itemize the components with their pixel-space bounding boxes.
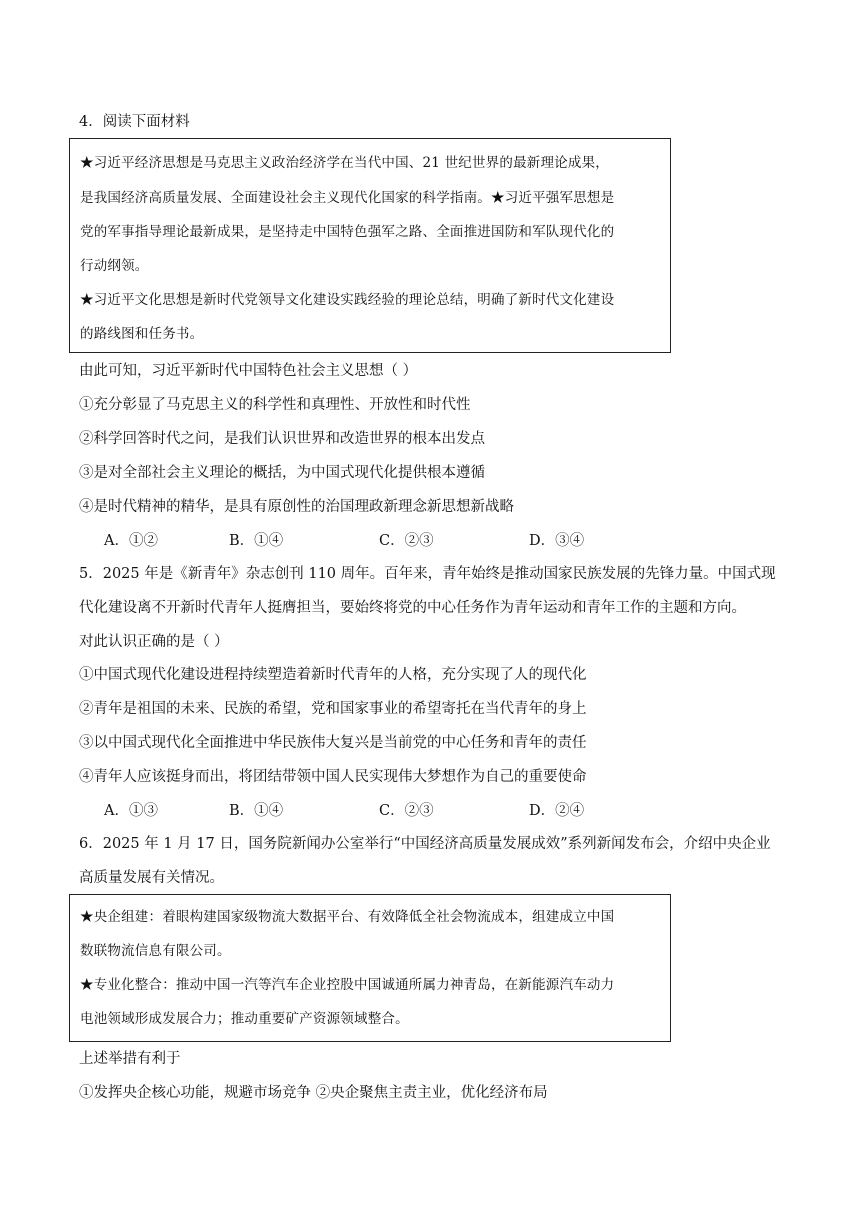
q4-material-line: 是我国经济高质量发展、全面建设社会主义现代化国家的科学指南。★习近平强军思想是 bbox=[80, 190, 615, 206]
q4-item: ②科学回答时代之问，是我们认识世界和改造世界的根本出发点 bbox=[79, 431, 485, 447]
q5-option-c[interactable]: C．②③ bbox=[379, 803, 434, 819]
q5-item: ④青年人应该挺身而出，将团结带领中国人民实现伟大梦想作为自己的重要使命 bbox=[79, 769, 587, 785]
q4-material-line: ★习近平经济思想是马克思主义政治经济学在当代中国、21 世纪世界的最新理论成果， bbox=[80, 155, 609, 171]
q4-material-box bbox=[69, 138, 671, 353]
q5-option-b[interactable]: B．①④ bbox=[229, 803, 284, 819]
q6-items: ①发挥央企核心功能，规避市场竞争 ②央企聚焦主责主业，优化经济布局 bbox=[79, 1085, 548, 1101]
q4-material-line: ★习近平文化思想是新时代党领导文化建设实践经验的理论总结，明确了新时代文化建设 bbox=[80, 292, 615, 308]
q5-stem-line: 代化建设离不开新时代青年人挺膺担当，要始终将党的中心任务作为青年运动和青年工作的主题和方向。 bbox=[79, 600, 746, 616]
q4-stem: 4．阅读下面材料 bbox=[79, 114, 190, 130]
q5-option-a[interactable]: A．①③ bbox=[104, 803, 158, 819]
q5-stem-line: 对此认识正确的是（ ） bbox=[79, 634, 229, 650]
q6-material-box bbox=[69, 894, 671, 1042]
q4-material-line: 党的军事指导理论最新成果，是坚持走中国特色强军之路、全面推进国防和军队现代化的 bbox=[80, 224, 615, 240]
q4-option-b[interactable]: B．①④ bbox=[229, 533, 284, 549]
q6-stem-line: 高质量发展有关情况。 bbox=[79, 870, 224, 886]
q4-option-d[interactable]: D．③④ bbox=[529, 533, 585, 549]
q4-option-a[interactable]: A．①② bbox=[104, 533, 158, 549]
q5-item: ③以中国式现代化全面推进中华民族伟大复兴是当前党的中心任务和青年的责任 bbox=[79, 735, 587, 751]
q6-material-line: ★专业化整合：推动中国一汽等汽车企业控股中国诚通所属力神青岛，在新能源汽车动力 bbox=[80, 977, 615, 993]
q4-material-line: 行动纲领。 bbox=[80, 258, 149, 274]
q4-item: ④是时代精神的精华，是具有原创性的治国理政新理念新思想新战略 bbox=[79, 499, 514, 515]
q4-option-c[interactable]: C．②③ bbox=[379, 533, 434, 549]
q4-question: 由此可知，习近平新时代中国特色社会主义思想（ ） bbox=[79, 363, 418, 379]
q6-stem-line: 6．2025 年 1 月 17 日，国务院新闻办公室举行“中国经济高质量发展成效”系列新闻发布会，介绍中央企业 bbox=[79, 836, 771, 852]
q6-material-line: 数联物流信息有限公司。 bbox=[80, 943, 231, 959]
q4-material-line: 的路线图和任务书。 bbox=[80, 326, 204, 342]
q4-item: ①充分彰显了马克思主义的科学性和真理性、开放性和时代性 bbox=[79, 397, 471, 413]
q6-question: 上述举措有利于 bbox=[79, 1051, 181, 1067]
q6-material-line: 电池领域形成发展合力；推动重要矿产资源领域整合。 bbox=[80, 1011, 409, 1027]
q4-item: ③是对全部社会主义理论的概括，为中国式现代化提供根本遵循 bbox=[79, 465, 485, 481]
q5-item: ①中国式现代化建设进程持续塑造着新时代青年的人格，充分实现了人的现代化 bbox=[79, 667, 587, 683]
q5-option-d[interactable]: D．②④ bbox=[529, 803, 585, 819]
q5-stem-line: 5．2025 年是《新青年》杂志创刊 110 周年。百年来，青年始终是推动国家民族发展的先锋力量。中国式现 bbox=[79, 566, 776, 582]
q5-item: ②青年是祖国的未来、民族的希望，党和国家事业的希望寄托在当代青年的身上 bbox=[79, 701, 587, 717]
q6-material-line: ★央企组建：着眼构建国家级物流大数据平台、有效降低全社会物流成本，组建成立中国 bbox=[80, 909, 615, 925]
